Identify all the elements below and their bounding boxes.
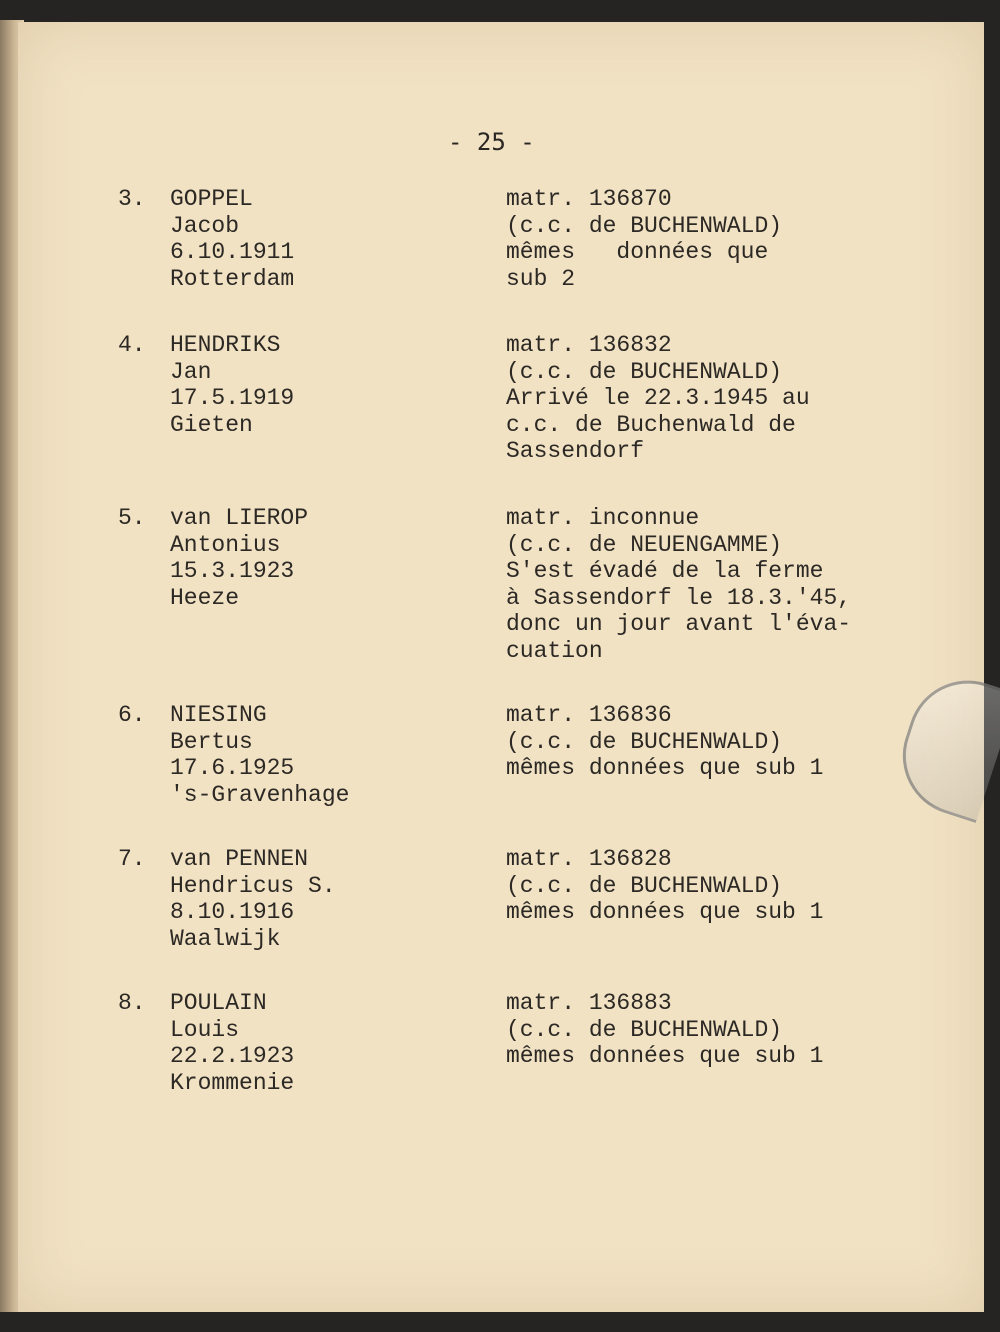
birth-date: 8.10.1916 [170, 899, 295, 925]
detail-line: mêmes données que sub 1 [506, 1043, 824, 1069]
birth-date: 15.3.1923 [170, 558, 295, 584]
details-block [506, 186, 926, 292]
document-page [18, 22, 984, 1312]
detail-line: sub 2 [506, 265, 576, 292]
birth-place: Waalwijk [170, 925, 281, 952]
person-block [170, 846, 480, 952]
entry-number: 3. [118, 186, 146, 212]
detail-line: c.c. de Buchenwald de [506, 411, 796, 438]
detail-line: (c.c. de BUCHENWALD) [506, 728, 783, 755]
birth-place: Krommenie [170, 1069, 295, 1096]
detail-line: (c.c. de BUCHENWALD) [506, 358, 783, 385]
given-name: Bertus [170, 728, 253, 755]
details-block [506, 702, 926, 782]
given-name: Hendricus S. [170, 872, 336, 899]
given-name: Jan [170, 358, 212, 385]
detail-line: matr. 136836 [506, 702, 672, 728]
details-block [506, 505, 926, 664]
birth-place: Rotterdam [170, 265, 295, 292]
detail-line: matr. 136832 [506, 332, 672, 358]
detail-line: matr. inconnue [506, 505, 700, 531]
page-number: - 25 - [448, 128, 535, 156]
birth-place: Heeze [170, 584, 240, 611]
detail-line: à Sassendorf le 18.3.'45, [506, 584, 852, 611]
detail-line: S'est évadé de la ferme [506, 558, 824, 584]
entry-number: 7. [118, 846, 146, 872]
entry-number: 6. [118, 702, 146, 728]
birth-date: 17.5.1919 [170, 385, 295, 411]
birth-date: 22.2.1923 [170, 1043, 295, 1069]
birth-place: Gieten [170, 411, 253, 438]
surname: NIESING [170, 702, 267, 728]
birth-date: 6.10.1911 [170, 239, 295, 265]
detail-line: (c.c. de NEUENGAMME) [506, 531, 783, 558]
details-block [506, 332, 926, 465]
entry-number: 5. [118, 505, 146, 531]
birth-place: 's-Gravenhage [170, 781, 350, 808]
details-block [506, 846, 926, 926]
detail-line: mêmes données que sub 1 [506, 755, 824, 781]
surname: POULAIN [170, 990, 267, 1016]
person-block [170, 702, 480, 808]
given-name: Jacob [170, 212, 240, 239]
detail-line: (c.c. de BUCHENWALD) [506, 212, 783, 239]
surname: GOPPEL [170, 186, 253, 212]
surname: HENDRIKS [170, 332, 281, 358]
entry-number: 8. [118, 990, 146, 1016]
detail-line: matr. 136828 [506, 846, 672, 872]
surname: van LIEROP [170, 505, 309, 531]
detail-line: matr. 136870 [506, 186, 672, 212]
detail-line: (c.c. de BUCHENWALD) [506, 872, 783, 899]
detail-line: donc un jour avant l'éva- [506, 611, 852, 637]
detail-line: mêmes données que sub 1 [506, 899, 824, 925]
detail-line: Arrivé le 22.3.1945 au [506, 385, 810, 411]
entry-number: 4. [118, 332, 146, 358]
birth-date: 17.6.1925 [170, 755, 295, 781]
detail-line: Sassendorf [506, 438, 645, 464]
detail-line: matr. 136883 [506, 990, 672, 1016]
person-block [170, 505, 480, 611]
person-block [170, 990, 480, 1096]
detail-line: mêmes données que [506, 239, 769, 265]
given-name: Antonius [170, 531, 281, 558]
detail-line: cuation [506, 637, 603, 664]
person-block [170, 332, 480, 438]
detail-line: (c.c. de BUCHENWALD) [506, 1016, 783, 1043]
given-name: Louis [170, 1016, 240, 1043]
details-block [506, 990, 926, 1070]
person-block [170, 186, 480, 292]
surname: van PENNEN [170, 846, 309, 872]
